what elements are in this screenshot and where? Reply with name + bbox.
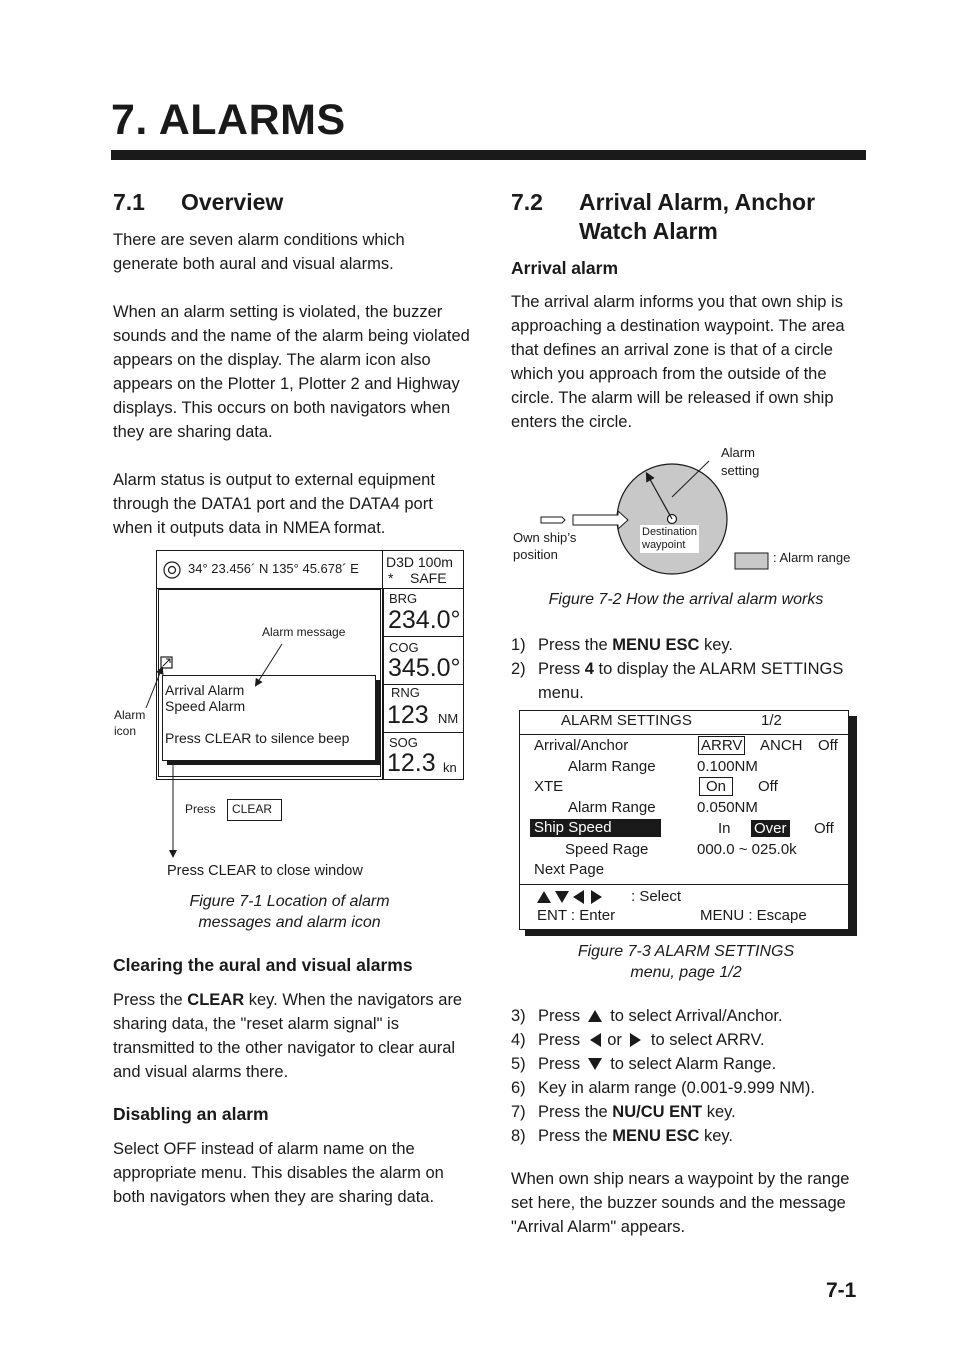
right-arrow-icon	[630, 1033, 641, 1047]
rng-unit: NM	[438, 711, 459, 726]
step-text	[538, 1100, 736, 1124]
section-title: Overview	[181, 189, 284, 215]
step-number: 1)	[511, 636, 526, 654]
press-label: Press	[185, 802, 216, 816]
position-readout: 34° 23.456´ N 135° 45.678´ E	[188, 561, 359, 576]
step-item	[511, 633, 861, 657]
figure-7-1	[112, 548, 472, 883]
caption-line: Figure 7-3 ALARM SETTINGS	[577, 943, 795, 960]
brg-value: 234.0°	[388, 606, 461, 634]
step-number: 7)	[511, 1103, 526, 1121]
key-name: NU/CU ENT	[612, 1103, 703, 1121]
step-item	[511, 1052, 861, 1076]
cog-value: 345.0°	[388, 654, 461, 682]
alarm-range-legend: : Alarm range	[773, 550, 851, 565]
overview-para-1: There are seven alarm conditions which generate both aural and visual alarms.	[113, 231, 405, 273]
own-ship-label-1: Own ship’s	[513, 530, 577, 545]
alarm-range-value: 0.100NM	[697, 758, 758, 775]
speed-range-value: 000.0 ~ 025.0k	[697, 841, 797, 858]
key-name: 4	[584, 660, 594, 678]
step-number: 4)	[511, 1031, 526, 1049]
chapter-title: 7. ALARMS	[111, 96, 346, 144]
figure-arrows	[112, 548, 472, 868]
safe-status: SAFE	[410, 570, 447, 586]
text-run: to display the ALARM SETTINGS menu.	[538, 660, 844, 702]
disabling-heading: Disabling an alarm	[113, 1104, 269, 1124]
menu-item-arrival-anchor[interactable]: Arrival/Anchor	[534, 737, 629, 754]
figure-7-2	[510, 440, 870, 580]
menu-item-speed-rage[interactable]: Speed Rage	[565, 841, 649, 858]
star-mark: *	[388, 570, 394, 586]
down-arrow-icon	[588, 1058, 602, 1070]
step-item	[511, 1076, 861, 1100]
steps-list-b	[511, 1004, 861, 1148]
alarm-setting-label-1: Alarm	[721, 445, 755, 460]
text-run: Press the	[113, 991, 188, 1009]
own-ship-label-2: position	[513, 547, 558, 562]
section-title-line-1: Arrival Alarm, Anchor	[579, 189, 816, 215]
d3d-readout: D3D 100m	[386, 554, 453, 570]
sog-value: 12.3	[387, 749, 436, 777]
step-item	[511, 1124, 861, 1148]
clearing-heading: Clearing the aural and visual alarms	[113, 955, 413, 975]
figure-7-3	[519, 710, 857, 936]
step-item	[511, 657, 861, 705]
alarm-icon-label-2: icon	[114, 724, 137, 738]
clear-key: CLEAR	[227, 799, 282, 821]
text-run: key.	[702, 1103, 736, 1121]
disabling-para: Select OFF instead of alarm name on the appropriate menu. This disables the alarm on both navigators when they are sharing data.	[113, 1140, 444, 1206]
off-option[interactable]: Off	[758, 778, 778, 795]
section-heading-overview	[113, 188, 283, 217]
figure-7-3-caption	[511, 941, 861, 983]
menu-item-alarm-range[interactable]: Alarm Range	[568, 758, 656, 775]
step-number: 6)	[511, 1079, 526, 1097]
text-run: Press the	[538, 636, 613, 654]
step-item	[511, 1004, 861, 1028]
up-arrow-icon	[537, 891, 551, 903]
text-run: key.	[699, 636, 734, 654]
caption-line: Figure 7-1 Location of alarm	[189, 893, 390, 910]
step-text: Press	[538, 1031, 581, 1049]
text-run: Press the	[538, 1103, 613, 1121]
step-text	[538, 657, 861, 705]
step-number: 5)	[511, 1055, 526, 1073]
menu-item-alarm-range[interactable]: Alarm Range	[568, 799, 656, 816]
figure-7-1-caption	[112, 891, 467, 933]
left-arrow-icon	[573, 890, 584, 904]
caption-line: menu, page 1/2	[630, 964, 742, 981]
step-item	[511, 1100, 861, 1124]
destination-line-1: Destination	[642, 526, 698, 538]
cog-label: COG	[389, 640, 419, 655]
arrival-subheading: Arrival alarm	[511, 258, 619, 278]
rng-label: RNG	[391, 685, 420, 700]
cursor-keys	[537, 890, 602, 904]
chapter-rule	[111, 150, 866, 160]
step-text: to select Alarm Range.	[610, 1055, 777, 1073]
divider	[519, 734, 849, 735]
text-run: key.	[699, 1127, 734, 1145]
over-option[interactable]	[751, 820, 790, 838]
overview-para-2: When an alarm setting is violated, the buzzer sounds and the name of the alarm being violated appears on the display. The alarm icon also appears on the Plotter 1, Plotter 2 and Highway displays. This occurs on both navigators when they are sharing data.	[113, 303, 470, 441]
section-title-line-2: Watch Alarm	[579, 218, 718, 244]
alarm-line-1: Arrival Alarm	[165, 682, 245, 698]
step-number: 2)	[511, 660, 526, 678]
text-run: key. When the navigators are sharing data, the "reset alarm signal" is transmitted to the other navigator to clear aural and visual alarms there.	[113, 991, 463, 1081]
steps-list-a	[511, 633, 861, 705]
anch-option[interactable]: ANCH	[760, 737, 803, 754]
alarm-icon-label-1: Alarm	[114, 708, 146, 722]
step-number: 8)	[511, 1127, 526, 1145]
down-arrow-icon	[555, 891, 569, 903]
arrival-para: The arrival alarm informs you that own ship is approaching a destination waypoint. The area that defines an arrival zone is that of a circle which you approach from the outside of the circle. The alarm will be released if own ship enters the circle.	[511, 293, 845, 431]
text-run: Press	[538, 660, 585, 678]
enter-hint: ENT : Enter	[537, 907, 616, 924]
key-name: CLEAR	[187, 991, 245, 1009]
key-name: MENU ESC	[612, 636, 700, 654]
step-text: Press	[538, 1007, 581, 1025]
section-number: 7.1	[113, 189, 145, 215]
final-para: When own ship nears a waypoint by the range set here, the buzzer sounds and the message "Arrival Alarm" appears.	[511, 1170, 850, 1236]
divider	[519, 884, 849, 885]
step-text	[538, 633, 733, 657]
menu-page: 1/2	[761, 712, 782, 729]
close-window-label: Press CLEAR to close window	[167, 863, 363, 879]
step-number: 3)	[511, 1007, 526, 1025]
escape-hint: MENU : Escape	[700, 907, 807, 924]
overview-para-3: Alarm status is output to external equipment through the DATA1 port and the DATA4 port when it outputs data in NMEA format.	[113, 471, 435, 537]
step-text: Press	[538, 1055, 581, 1073]
option-label: On	[699, 777, 733, 796]
right-arrow-icon	[591, 890, 602, 904]
destination-line-2: waypoint	[642, 539, 686, 551]
option-label: ARRV	[698, 736, 745, 755]
alarm-line-2: Speed Alarm	[165, 698, 246, 714]
step-text	[538, 1124, 733, 1148]
section-heading-arrival	[511, 188, 815, 246]
up-arrow-icon	[588, 1010, 602, 1022]
step-text: Key in alarm range (0.001-9.999 NM).	[538, 1079, 815, 1097]
off-option[interactable]: Off	[818, 737, 838, 754]
menu-item-ship-speed[interactable]: Ship Speed	[530, 819, 661, 837]
left-arrow-icon	[590, 1033, 601, 1047]
destination-label	[640, 525, 699, 553]
brg-label: BRG	[389, 591, 418, 606]
section-number: 7.2	[511, 189, 543, 215]
rng-value: 123	[387, 701, 429, 729]
key-name: MENU ESC	[612, 1127, 700, 1145]
sog-unit: kn	[443, 760, 457, 775]
caption-line: messages and alarm icon	[198, 914, 381, 931]
figure-7-2-caption: Figure 7-2 How the arrival alarm works	[548, 591, 824, 608]
sog-label: SOG	[389, 735, 418, 750]
step-item	[511, 1028, 861, 1052]
page-number: 7-1	[826, 1279, 857, 1302]
select-hint: : Select	[631, 888, 682, 905]
step-text: to select Arrival/Anchor.	[610, 1007, 783, 1025]
menu-item-xte[interactable]: XTE	[534, 778, 564, 795]
step-text: or	[607, 1031, 622, 1049]
in-option[interactable]: In	[718, 820, 731, 837]
step-text: to select ARRV.	[650, 1031, 765, 1049]
alarm-message-label: Alarm message	[262, 625, 346, 639]
alarm-line-3: Press CLEAR to silence beep	[165, 730, 350, 746]
off-option[interactable]: Off	[814, 820, 834, 837]
text-run: Press the	[538, 1127, 613, 1145]
menu-title: ALARM SETTINGS	[561, 712, 692, 729]
arrv-option[interactable]	[698, 737, 745, 755]
alarm-setting-label-2: setting	[721, 463, 760, 478]
menu-item-next-page[interactable]: Next Page	[534, 861, 605, 878]
clearing-para	[113, 988, 473, 1084]
option-label: Over	[751, 820, 790, 837]
alarm-range-value: 0.050NM	[697, 799, 758, 816]
on-option[interactable]	[699, 778, 733, 796]
